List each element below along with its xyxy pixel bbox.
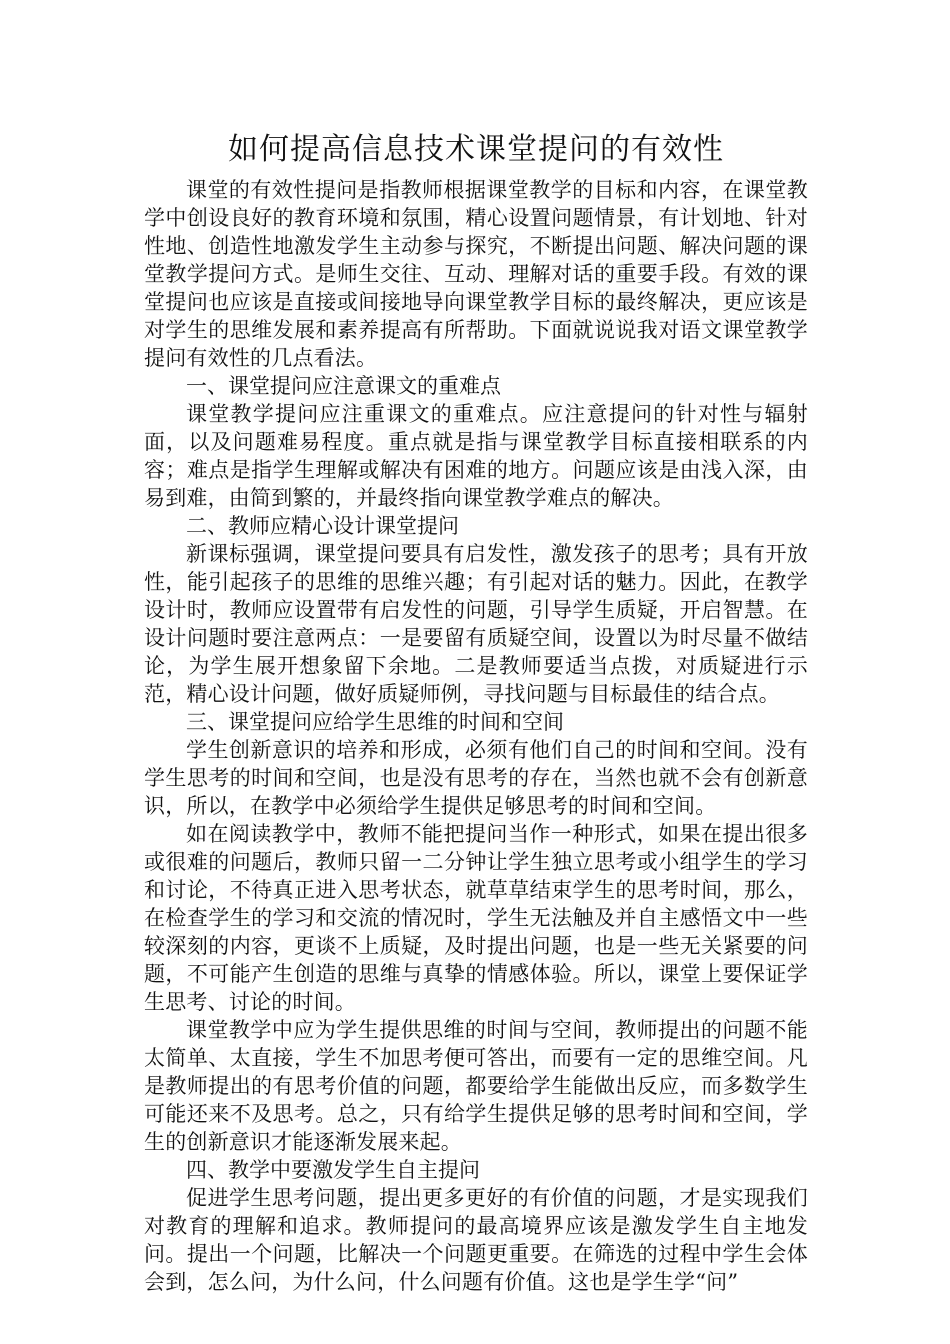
paragraph-intro: 课堂的有效性提问是指教师根据课堂教学的目标和内容，在课堂教学中创设良好的教育环境和氛围，精心设置问题情景，有计划地、针对性地、创造性地激发学生主动参与探究，不断提出问题、解决问题的课堂教学提问方式。是师生交往、互动、理解对话的重要手段。有效的课堂提问也应该是直接或间接地导向课堂教学目标的最终解决，更应该是对学生的思维发展和素养提高有所帮助。下面就说说我对语文课堂教学提问有效性的几点看法。: [144, 178, 808, 370]
paragraph-section-3b: 如在阅读教学中，教师不能把提问当作一种形式，如果在提出很多或很难的问题后，教师只留一二分钟让学生独立思考或小组学生的学习和讨论，不待真正进入思考状态，就草草结束学生的思考时间，那么，在检查学生的学习和交流的情况时，学生无法触及并自主感悟文中一些较深刻的内容，更谈不上质疑，及时提出问题，也是一些无关紧要的问题，不可能产生创造的思维与真挚的情感体验。所以，课堂上要保证学生思考、讨论的时间。: [144, 822, 808, 1014]
paragraph-section-1: 课堂教学提问应注重课文的重难点。应注意提问的针对性与辐射面，以及问题难易程度。重点就是指与课堂教学目标直接相联系的内容；难点是指学生理解或解决有困难的地方。问题应该是由浅入深，由易到难，由简到繁的，并最终指向课堂教学难点的解决。: [144, 402, 808, 510]
paragraph-section-3a: 学生创新意识的培养和形成，必须有他们自己的时间和空间。没有学生思考的时间和空间，也是没有思考的存在，当然也就不会有创新意识，所以，在教学中必须给学生提供足够思考的时间和空间。: [144, 738, 808, 818]
document-page: [144, 130, 808, 1296]
section-heading-1: 一、课堂提问应注意课文的重难点: [186, 374, 501, 398]
paragraph-section-3c: 课堂教学中应为学生提供思维的时间与空间，教师提出的问题不能太简单、太直接，学生不加思考便可答出，而要有一定的思维空间。凡是教师提出的有思考价值的问题，都要给学生能做出反应，而多数学生可能还来不及思考。总之，只有给学生提供足够的思考时间和空间，学生的创新意识才能逐渐发展来起。: [144, 1018, 808, 1154]
section-heading-3: 三、课堂提问应给学生思维的时间和空间: [186, 710, 564, 734]
document-title: 如何提高信息技术课堂提问的有效性: [228, 132, 724, 167]
section-heading-4: 四、教学中要激发学生自主提问: [186, 1158, 480, 1182]
paragraph-section-4: 促进学生思考问题，提出更多更好的有价值的问题，才是实现我们对教育的理解和追求。教师提问的最高境界应该是激发学生自主地发问。提出一个问题，比解决一个问题更重要。在筛选的过程中学生会体会到，怎么问，为什么问，什么问题有价值。这也是学生学“问”: [144, 1186, 808, 1294]
paragraph-section-2: 新课标强调，课堂提问要具有启发性，激发孩子的思考；具有开放性，能引起孩子的思维的思维兴趣；有引起对话的魅力。因此，在教学设计时，教师应设置带有启发性的问题，引导学生质疑，开启智慧。在设计问题时要注意两点：一是要留有质疑空间，设置以为时尽量不做结论，为学生展开想象留下余地。二是教师要适当点拨，对质疑进行示范，精心设计问题，做好质疑师例，寻找问题与目标最佳的结合点。: [144, 542, 808, 706]
section-heading-2: 二、教师应精心设计课堂提问: [186, 514, 459, 538]
